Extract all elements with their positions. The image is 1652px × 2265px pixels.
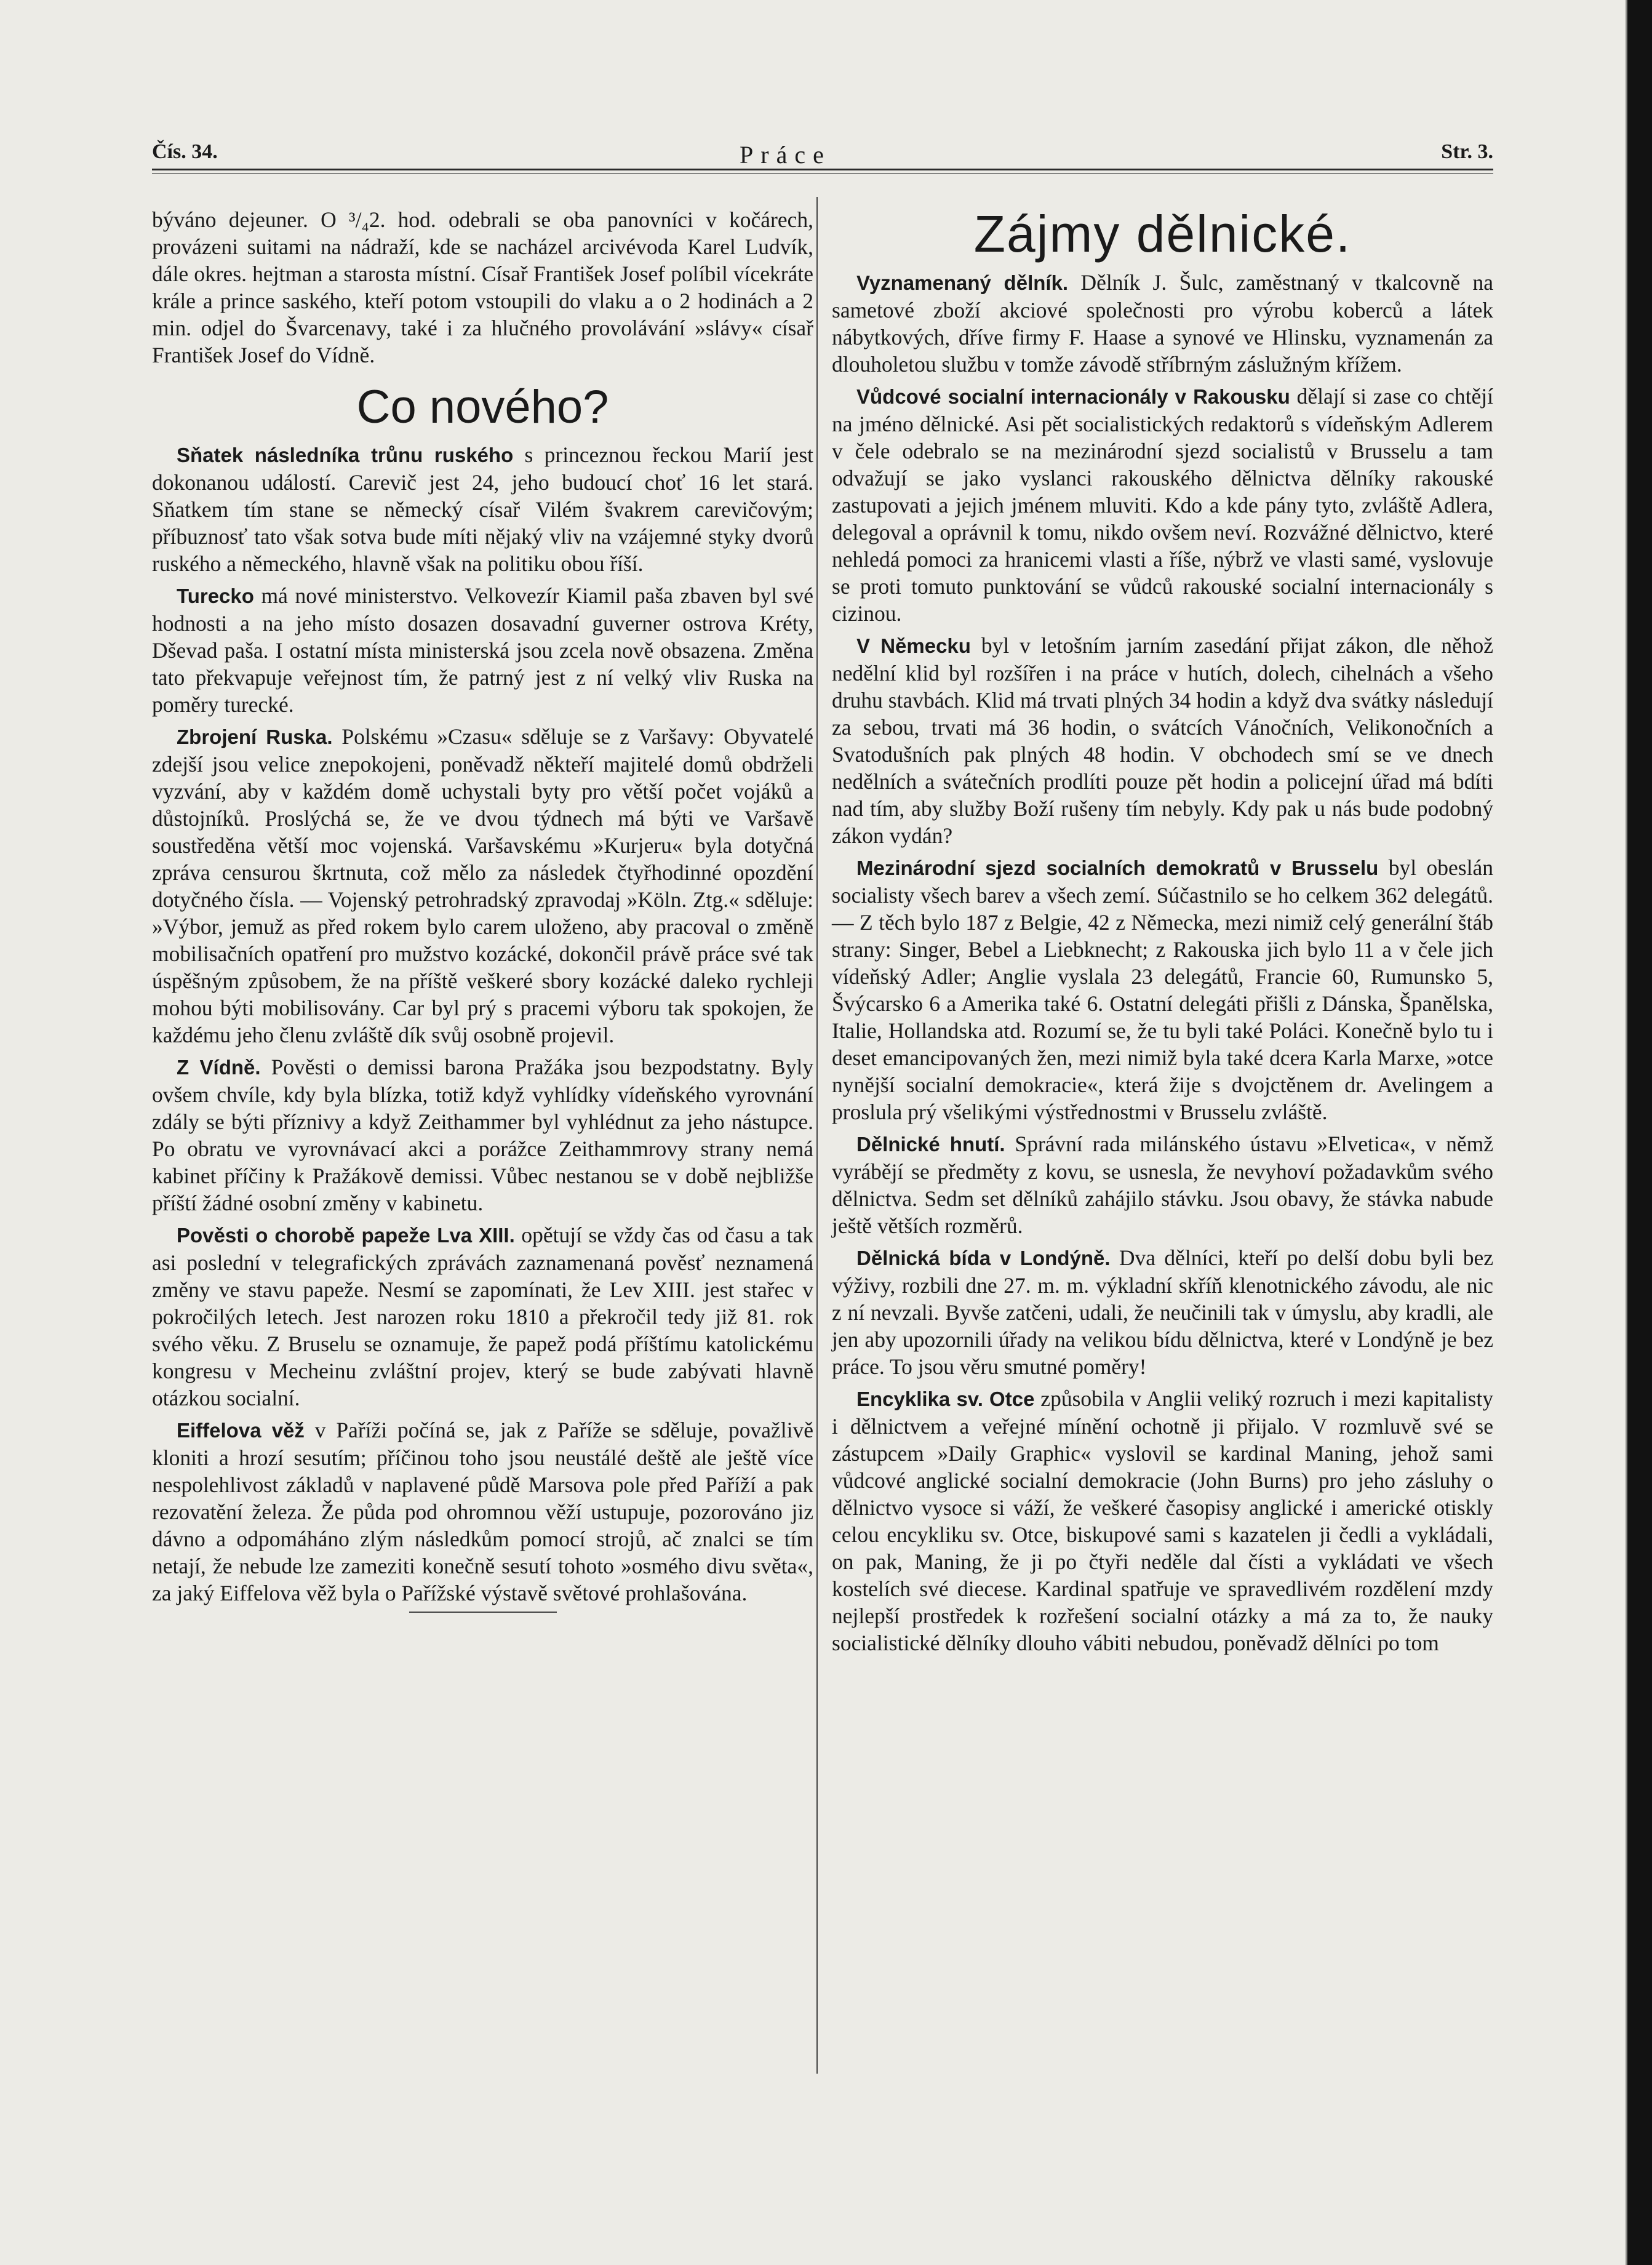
article [832,1130,1493,1239]
article [832,1244,1493,1380]
scan-edge-bar [1627,0,1652,2265]
header-rule [152,169,1493,170]
article-text: v Paříži počíná se, jak z Paříže se sděluje, považlivě kloniti a hrozí sesutím; příčinou toho jsou neustálé deště ale ještě více nespolehlivost základů v naplavené půdě Marsova pole před Paříží a pak rezovatění železa. Že půda pod ohromnou věží ustupuje, pozorováno jiz dávno a odpomáháno zlým následkům pomocí strojů, ač znalci se tím netají, že nebude lze zameziti konečně sesutí tohoto »osmého divu světa«, za jaký Eiffelova věž byla o Pařížské výstavě světové prohlašována. [152,1418,813,1605]
end-rule [409,1612,557,1613]
article-head: Encyklika sv. Otce [856,1388,1035,1410]
article-head: Zbrojení Ruska. [177,725,333,748]
article-head: Dělnické hnutí. [856,1133,1005,1156]
scan-edge-line [1626,0,1627,2265]
article-text: s princeznou řeckou Marií jest dokonanou událostí. Carevič jest 24, jeho budoucí choť 16 let stará. Sňatkem tím stane se německý císař Vilém švakrem carevičovým; příbuznosť tato však sotva bude míti nějaký vliv na vzájemné styky dvorů ruského a německého, hlavně však na politiku obou říší. [152,442,813,576]
column-divider [816,197,818,2074]
article [152,1053,813,1216]
issue-number: Čís. 34. [152,140,218,163]
article [152,723,813,1049]
article-head: Mezinárodní sjezd socialních demokratů v Brusselu [856,857,1379,879]
article [832,383,1493,627]
article-text: byl v letošním jarním zasedání přijat zákon, dle něhož nedělní klid byl rozšířen i na práce v hutích, dolech, cihelnách a všeho druhu stavbách. Klid má trvati plných 34 hodin a když dva svátky následují za sebou, trvati má 36 hodin, o svátcích Vánočních, Velikonočních a Svatodušních pak plných 48 hodin. V obchodech smí se ve dnech nedělních a svátečních prodlíti pouze pět hodin a policejní úřad má bdíti nad tím, aby služby Boží rušeny tím nebyly. Kdy pak u nás bude podobný zákon vydán? [832,633,1493,848]
article-head: Vyznamenaný dělník. [856,271,1069,294]
header-rule-thin [152,173,1493,174]
article [152,582,813,718]
article-text: Polskému »Czasu« sděluje se z Varšavy: Obyvatelé zdejší jsou velice znepokojeni, poněvadž někteří majitelé domů obdrželi vyzvání, aby v každém domě uchystali byty pro větší počet vojáků a důstojníků. Proslýchá se, že ve dvou týdnech má býti ve Varšavě soustředěna větší moc vojenská. Varšavskému »Kurjeru« byla dotyčná zpráva censurou škrtnuta, což mělo za následek čtyřhodinné opozdění dotyčného čísla. — Vojenský petrohradský zpravodaj »Köln. Ztg.« sděluje: »Výbor, jemuž as před rokem bylo carem uloženo, aby pracoval o změně mobilisačních opatření pro mužstvo kozácké, dokončil právě práce své tak úspěšným způsobem, že na příště veškeré sbory kozácké daleko rychleji mohou býti mobilisovány. Car byl prý s pracemi výboru tak spokojen, že každému jeho členu zvláště dík svůj osobně projevil. [152,724,813,1047]
article-text: má nové ministerstvo. Velkovezír Kiamil paša zbaven byl své hodnosti a na jeho místo dosazen dosavadní guverner ostrova Kréty, Dševad paša. I ostatní místa ministerská jsou zcela nově obsazena. Změna tato překvapuje veřejnost tím, že patrný jest z ní velký vliv Ruska na poměry turecké. [152,583,813,717]
article-text: byl obeslán socialisty všech barev a všech zemí. Súčastnilo se ho celkem 362 delegátů. — Z těch bylo 187 z Belgie, 42 z Německa, mezi nimiž celý generální štáb strany: Singer, Bebel a Liebknecht; z Rakouska jich bylo 11 a v čele jich vídeňský Adler; Anglie vyslala 23 delegátů, Francie 60, Rumunsko 5, Švýcarsko 6 a Amerika také 6. Ostatní delegáti přišli z Dánska, Španělska, Italie, Hollandska atd. Rozumí se, že tu byli také Poláci. Konečně bylo tu i deset emancipovaných žen, mezi nimiž byla také dcera Karla Marxe, »otce nynější socialní demokracie«, která žije s dvojctěnem dr. Avelingem a proslula prý všelikými výstřednostmi v Brusselu zvláště. [832,855,1493,1124]
intro-paragraph: býváno dejeuner. O ³/₄2. hod. odebrali se oba panovníci v kočárech, provázeni suitami na nádraží, kde se nacházel arcivévoda Karel Ludvík, dále okres. hejtman a starosta místní. Císař František Josef políbil vícekráte krále a prince saského, kteří potom vstoupili do vlaku a o 2 hodinách a 2 min. odjel do Švarcenavy, také i za hlučného provolávání »slávy« císař František Josef do Vídně. [152,207,813,367]
article-head: V Německu [856,634,971,657]
article-text: Správní rada milánského ústavu »Elvetica«, v němž vyrábějí se předměty z kovu, se usnesla, že nevyhoví požadavkům svého dělnictva. Sedm set dělníků zahájilo stávku. Jsou obavy, že stávka nabude ještě větších rozměrů. [832,1132,1493,1238]
article-text: dělají si zase co chtějí na jméno dělnické. Asi pět socialistických redaktorů s vídeňským Adlerem v čele odebralo se na mezinárodní sjezd socialistů v Brusselu a tam odvažují se jako vyslanci rakouského dělnictva dělníky rakouské zastupovati a jejich jménem mluviti. Kdo a kde pány tyto, zvláště Adlera, delegoval a oprávnil k tomu, nikdo ovšem neví. Rozvážné dělnictvo, které nehledá pomoci za hranicemi vlasti a říše, nýbrž ve vlasti samé, vyslovuje se proti tomuto punktování se vůdců rakouské socialní internacionály s cizinou. [832,384,1493,626]
article [152,1416,813,1607]
article [152,1221,813,1412]
article-text: Dva dělníci, kteří po delší dobu byli bez výživy, rozbili dne 27. m. m. výkladní skříň klenotnického závodu, ale nic z ní nevzali. Byvše zatčeni, udali, že neučinili tak v úmyslu, aby kradli, ale jen aby upozornili úřady na velikou bídu dělnictva, které v Londýně je bez práce. To jsou věru smutné poměry! [832,1245,1493,1379]
article-head: Dělnická bída v Londýně. [856,1247,1111,1269]
article [832,632,1493,849]
article-head: Eiffelova věž [177,1419,305,1442]
article-text: opětují se vždy čas od času a tak asi poslední v telegrafických zprávách zaznamenaná pověsť neznamená změny ve stavu papeže. Nesmí se zapomínati, že Lev XIII. jest stařec v pokročilých letech. Jest narozen roku 1810 a překročil tedy již 81. rok svého věku. Z Bruselu se oznamuje, že papež podá příštímu katolickému kongresu v Mecheinu zvláštní projev, který se bude zabývati hlavně otázkou socialní. [152,1223,813,1410]
article-head: Pověsti o chorobě papeže Lva XIII. [177,1224,515,1247]
article [832,269,1493,378]
article [832,854,1493,1125]
article [152,441,813,577]
article-head: Turecko [177,585,254,607]
article [832,1385,1493,1656]
paper-title: Práce [740,141,831,169]
article-text: Pověsti o demissi barona Pražáka jsou bezpodstatny. Byly ovšem chvíle, kdy byla blízka, totiž když vyhlídky vídeňského vyrovnání zdály se býti příznivy a když Zeithammer byl vyhlédnut za jeho nástupce. Po obratu ve vyrovnávací akci a porážce Zeithammrovy strany nemá kabinet příčiny k Pražákově demissi. Vůbec nestanou se v době nejbližše příští žádné osobní změny v kabinetu. [152,1055,814,1215]
right-column [832,206,1493,1661]
section-title-news: Co nového? [356,381,609,433]
article-text: Dělník J. Šulc, zaměstnaný v tkalcovně na sametové zboží akciové společnosti pro výrobu koberců a látek nábytkových, dříve firmy F. Haase a synové ve Hlinsku, vyznamenán za dlouholetou službu v tomže závodě stříbrným záslužným křížem. [832,270,1494,377]
left-column [152,206,813,1613]
article-head: Z Vídně. [177,1056,261,1079]
section-title-labor: Zájmy dělnické. [973,205,1352,263]
page-header [152,134,1493,171]
article-head: Vůdcové socialní internacionály v Rakousku [856,385,1290,408]
page-number: Str. 3. [1441,140,1493,163]
article-head: Sňatek následníka trůnu ruského [177,444,514,466]
article-text: způsobila v Anglii veliký rozruch i mezi kapitalisty i dělnictvem a veřejné mínění ochotně ji přijalo. V rozmluvě své se zástupcem »Daily Graphic« vyslovil se kardinal Maning, jehož sami vůdcové anglické socialní demokracie (John Burns) pro jeho zásluhy o dělnictvo vysoce si váží, že veškeré časopisy anglické i americké otiskly celou encykliku sv. Otce, biskupové sami s kazatelen ji čedli a vykládali, on pak, Maning, že ji po čtyři neděle dal čísti a vykládati ve všech kostelích své diecese. Kardinal spatřuje ve spravedlivém rozdělení mzdy nejlepší prostředek k rozřešení socialní otázky a má za to, že nauky socialistické dělníky dlouho vábiti nebudou, poněvadž dělníci po tom [832,1386,1493,1655]
